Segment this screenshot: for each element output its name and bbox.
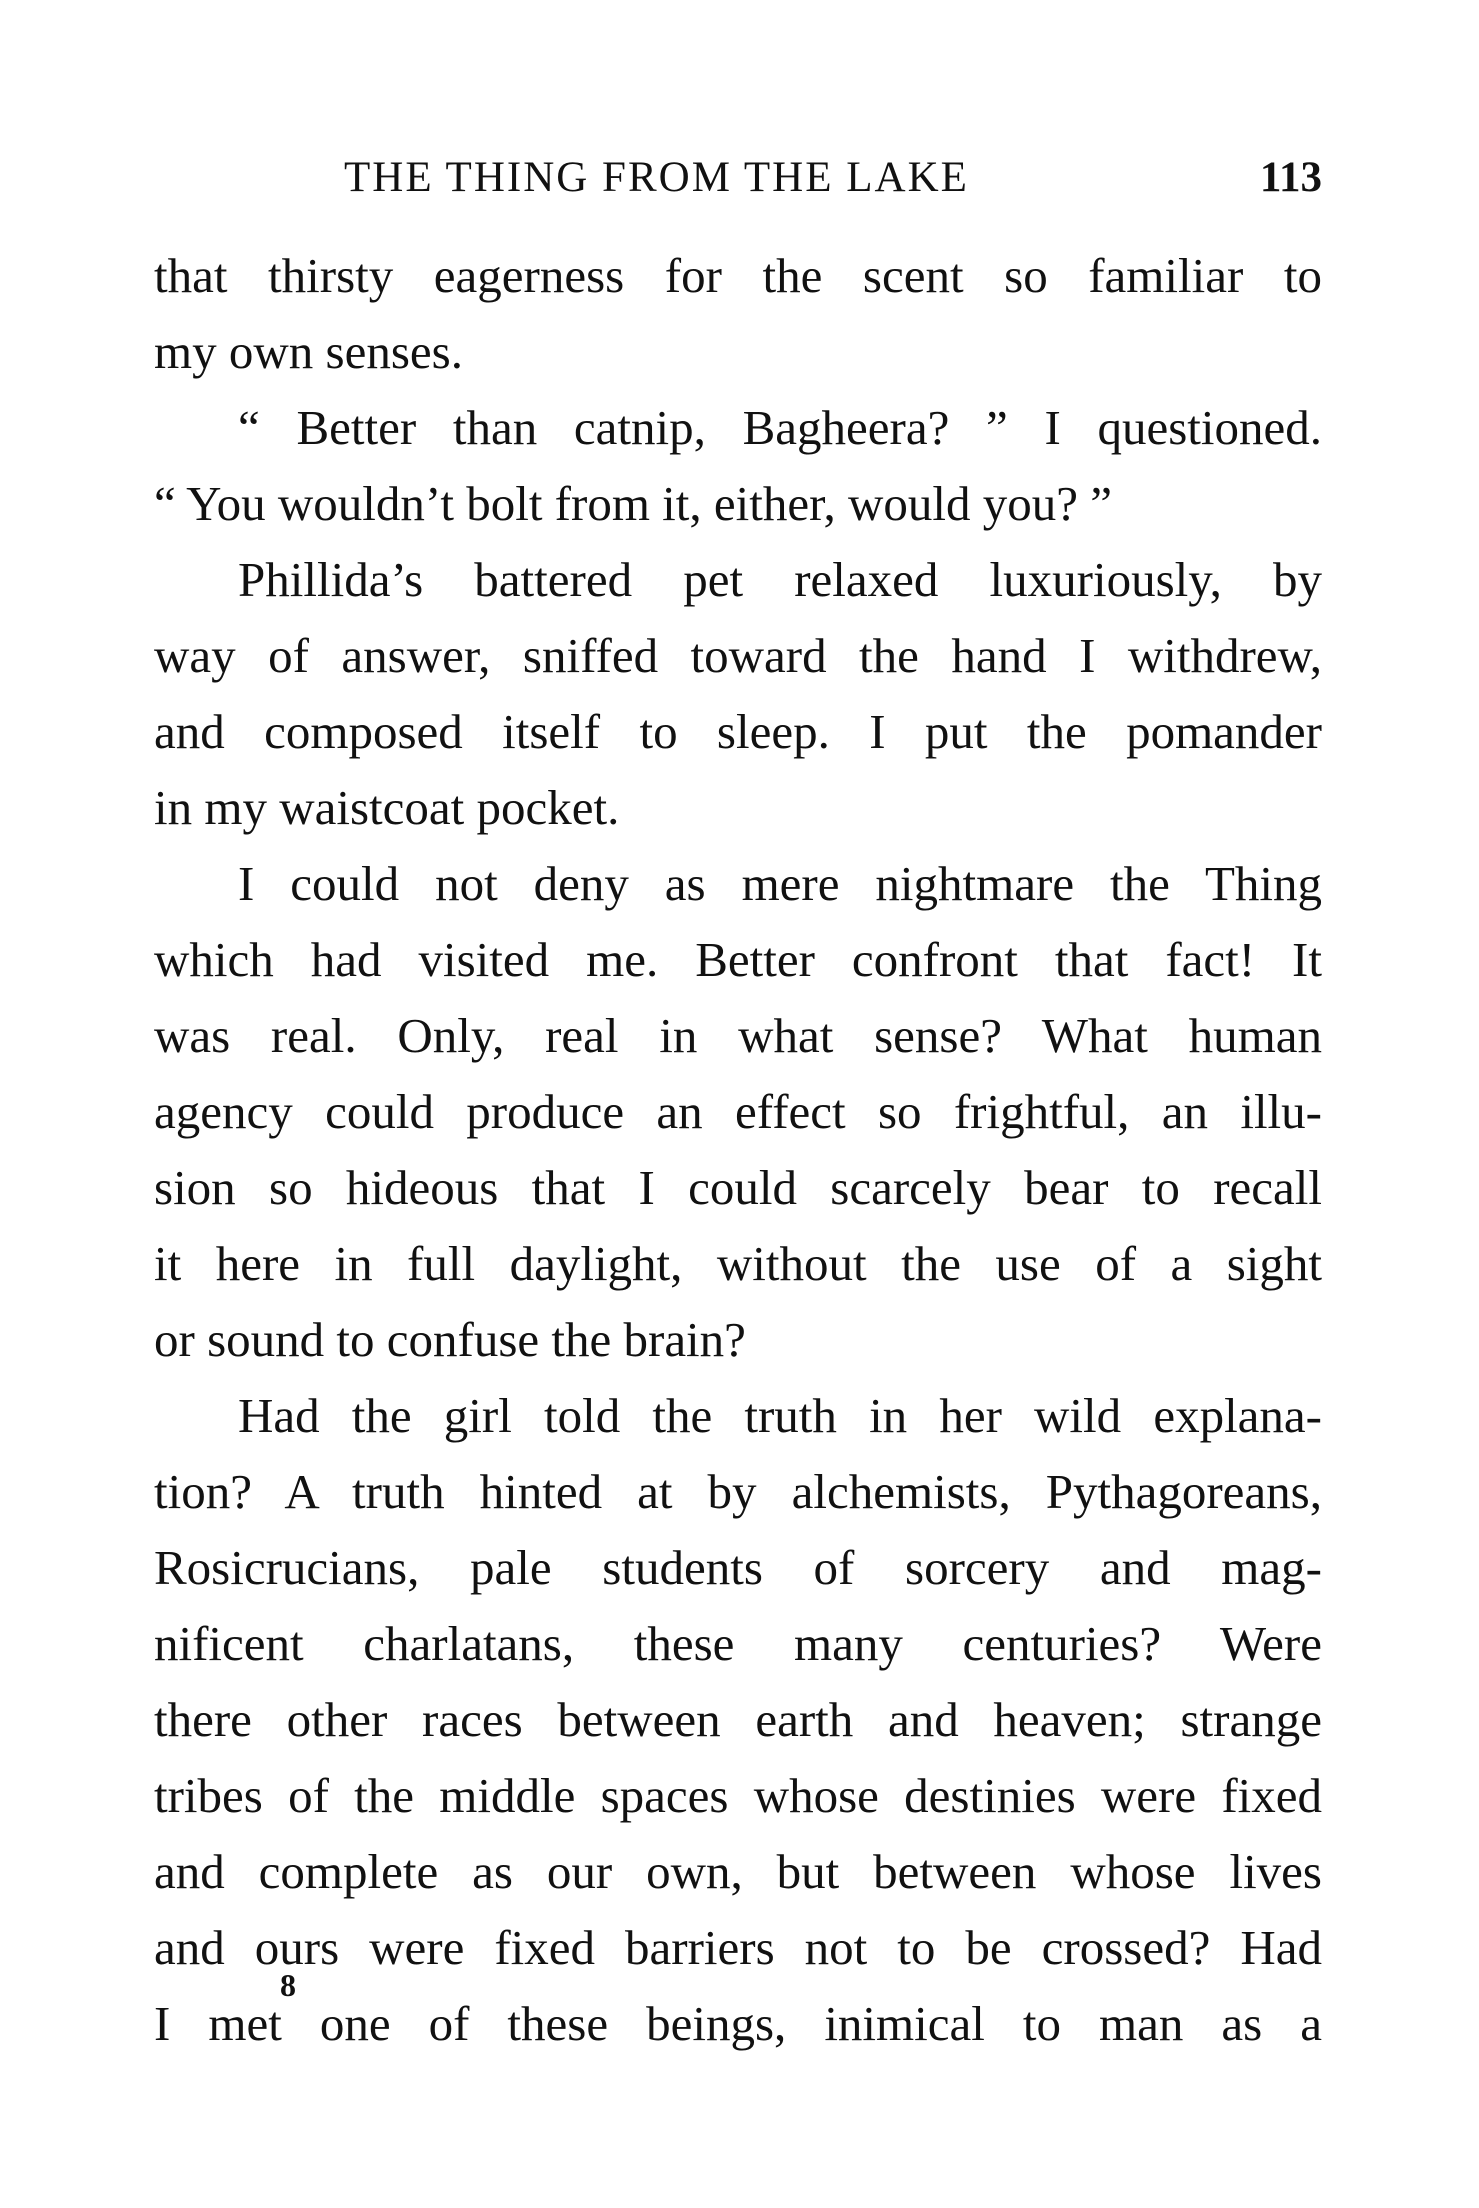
text-line: I could not deny as mere nightmare the Thing	[238, 856, 1322, 911]
text-line: agency could produce an effect so frightful, an illu-	[154, 1084, 1322, 1139]
text-line: it here in full daylight, without the use of a sight	[154, 1236, 1322, 1291]
text-line: way of answer, sniffed toward the hand I withdrew,	[154, 628, 1322, 683]
text-line: Rosicrucians, pale students of sorcery and mag-	[154, 1540, 1322, 1595]
text-line: my own senses.	[154, 324, 463, 379]
text-line: sion so hideous that I could scarcely bear to recall	[154, 1160, 1322, 1215]
signature-mark: 8	[280, 1967, 296, 2003]
text-line: and complete as our own, but between whose lives	[154, 1844, 1322, 1899]
text-line: and composed itself to sleep. I put the pomander	[154, 704, 1322, 759]
text-line: there other races between earth and heaven; strange	[154, 1692, 1322, 1747]
body-text	[154, 238, 1322, 2062]
running-title: THE THING FROM THE LAKE	[344, 154, 969, 201]
text-line: tion? A truth hinted at by alchemists, Pythagoreans,	[154, 1464, 1322, 1519]
text-line: and ours were fixed barriers not to be crossed? Had	[154, 1920, 1322, 1975]
page-number: 113	[1259, 154, 1322, 201]
text-line: which had visited me. Better confront that fact! It	[154, 932, 1322, 987]
text-line: was real. Only, real in what sense? What human	[154, 1008, 1322, 1063]
text-line: Had the girl told the truth in her wild explana-	[238, 1388, 1322, 1443]
text-line: nificent charlatans, these many centuries? Were	[154, 1616, 1322, 1671]
text-line: in my waistcoat pocket.	[154, 780, 620, 835]
text-line: that thirsty eagerness for the scent so familiar to	[154, 248, 1322, 303]
text-line: tribes of the middle spaces whose destinies were fixed	[154, 1768, 1322, 1823]
text-line: “ You wouldn’t bolt from it, either, would you? ”	[154, 476, 1112, 531]
text-line: “ Better than catnip, Bagheera? ” I questioned.	[238, 400, 1322, 455]
text-line: Phillida’s battered pet relaxed luxuriously, by	[238, 552, 1322, 607]
text-line: or sound to confuse the brain?	[154, 1312, 746, 1367]
text-line: I met one of these beings, inimical to man as a	[154, 1996, 1322, 2051]
running-head	[154, 148, 1322, 208]
